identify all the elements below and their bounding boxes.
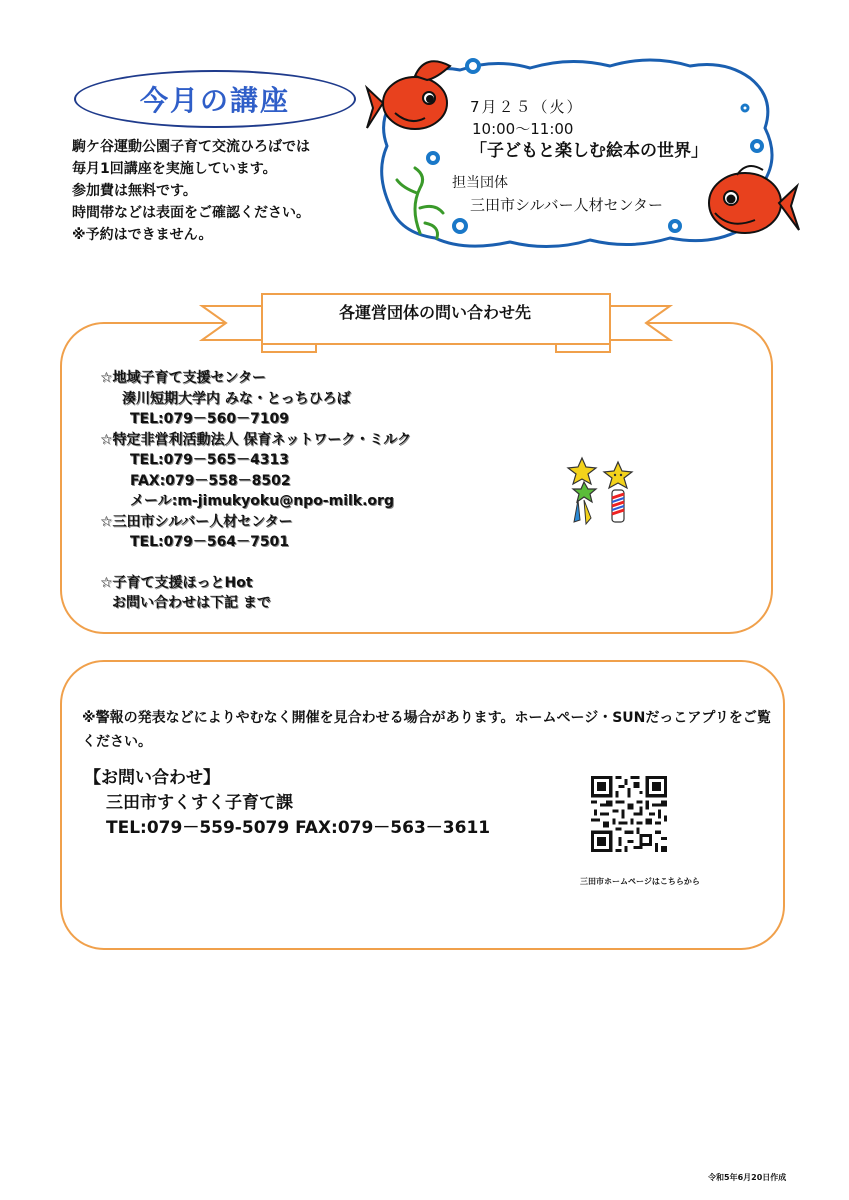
intro-line: 毎月1回講座を実施しています。: [72, 161, 277, 177]
intro-line: 駒ケ谷運動公園子育て交流ひろばでは: [72, 139, 310, 155]
event-title: 「子どもと楽しむ絵本の世界」: [470, 141, 708, 161]
bubble-icon: [752, 141, 762, 151]
inquiry-block: [84, 766, 490, 841]
event-org: 三田市シルバー人材センター: [470, 196, 663, 214]
star-decoration-icon: [566, 456, 636, 528]
goldfish-icon: [367, 61, 450, 129]
intro-line: 参加費は無料です。: [72, 183, 197, 199]
qr-caption: 三田市ホームページはこちらから: [580, 877, 700, 886]
contact-note: お問い合わせは下記 まで: [112, 595, 271, 611]
bubble-icon: [467, 60, 479, 72]
contact-fax: FAX:079－558－8502: [130, 472, 291, 489]
contact-org-sub: 湊川短期大学内 みな・とっちひろば: [122, 390, 351, 407]
bubble-icon: [742, 105, 748, 111]
inquiry-tel-fax: TEL:079－559-5079 FAX:079－563－3611: [106, 818, 491, 838]
contact-org-name: ☆子育て支援ほっとHot: [100, 574, 253, 591]
course-title-oval: [74, 70, 356, 128]
qr-code-icon[interactable]: [591, 776, 667, 852]
contact-mail: メール:m-jimukyoku@npo-milk.org: [130, 493, 394, 509]
course-intro: [72, 136, 372, 246]
contact-org-name: ☆特定非営利活動法人 保育ネットワーク・ミルク: [100, 431, 412, 448]
event-time: 10:00～11:00: [472, 120, 574, 138]
event-details: [470, 96, 708, 162]
course-title: 今月の講座: [139, 84, 290, 117]
contact-org-name: ☆地域子育て支援センター: [100, 370, 266, 386]
inquiry-label: 【お問い合わせ】: [84, 768, 220, 788]
created-date: 令和5年6月20日作成: [708, 1173, 787, 1182]
contact-tel: TEL:079－560－7109: [130, 411, 290, 427]
intro-line: 時間帯などは表面をご確認ください。: [72, 205, 310, 221]
bubble-icon: [428, 153, 438, 163]
inquiry-dept: 三田市すくすく子育て課: [106, 793, 293, 813]
spacer: [100, 553, 411, 573]
contacts-list: [100, 368, 411, 614]
bubble-icon: [670, 221, 680, 231]
notice-text: ※警報の発表などによりやむなく開催を見合わせる場合があります。ホームページ・SUNだっこアプリをご覧ください。: [82, 710, 771, 750]
event-org-label: 担当団体: [452, 175, 508, 191]
contact-org-name: ☆三田市シルバー人材センター: [100, 513, 293, 530]
contacts-heading: 各運営団体の問い合わせ先: [338, 303, 531, 322]
contact-tel: TEL:079－564－7501: [130, 534, 290, 550]
intro-line: ※予約はできません。: [72, 227, 213, 243]
bubble-icon: [454, 220, 466, 232]
contact-tel: TEL:079－565－4313: [130, 452, 290, 468]
event-date: 7月２５（火）: [470, 98, 584, 116]
